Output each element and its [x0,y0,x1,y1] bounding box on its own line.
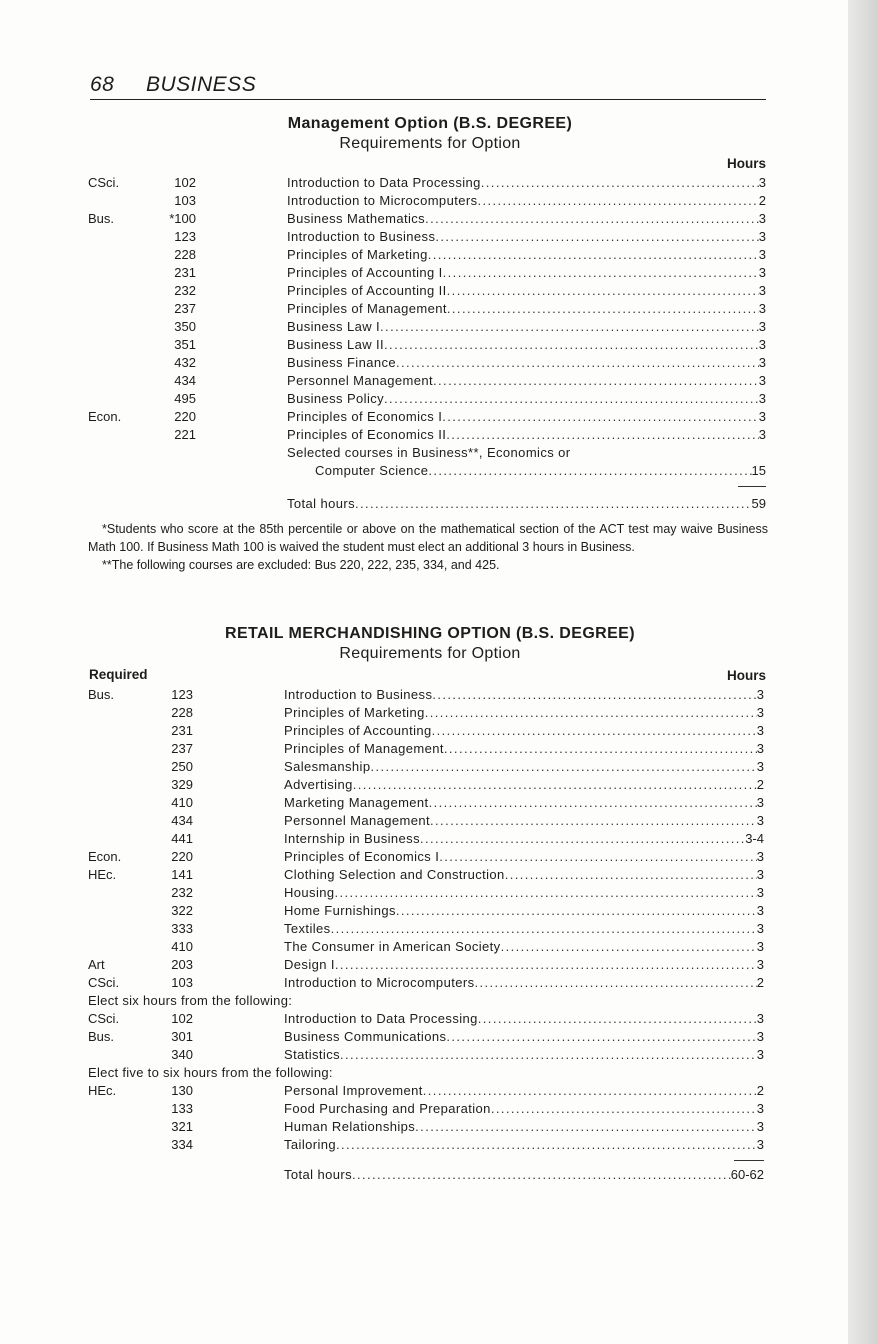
course-hours: 2 [756,975,764,990]
course-hours: 3 [756,1119,764,1134]
course-row [0,210,860,228]
course-hours: 3 [758,373,766,388]
course-hours: 3 [756,723,764,738]
course-hours: 3 [756,759,764,774]
course-row [0,956,860,974]
course-number: *100 [169,211,196,226]
course-dept: Art [88,957,105,972]
course-title: Principles of Accounting [284,723,432,738]
course-row [0,1010,860,1028]
course-hours: 3 [758,283,766,298]
course-dept: Bus. [88,1029,115,1044]
course-dept: HEc. [88,1083,117,1098]
course-row [0,920,860,938]
total-hours-label: Total hours [287,496,355,511]
course-title: Principles of Marketing [284,705,425,720]
course-number: 231 [171,723,193,738]
course-hours: 3 [756,1047,764,1062]
course-title: Introduction to Microcomputers [287,193,478,208]
course-row [0,1082,860,1100]
course-row [0,1100,860,1118]
course-title: Business Finance [287,355,397,370]
course-number: 203 [171,957,193,972]
course-hours: 3 [756,921,764,936]
course-row [0,390,860,408]
course-row [0,740,860,758]
management-footnotes [88,520,768,574]
course-row [0,902,860,920]
course-title: The Consumer in American Society [284,939,501,954]
course-dept: Bus. [88,211,115,226]
course-row [0,704,860,722]
course-number: 441 [171,831,193,846]
course-title: Housing [284,885,335,900]
page-number: 68 [90,73,115,96]
retail-hours-header: Hours [726,668,766,683]
course-title: Principles of Accounting II [287,283,447,298]
selected-courses-title: Computer Science [315,463,429,478]
course-title: Introduction to Data Processing [284,1011,478,1026]
course-number: 329 [171,777,193,792]
course-title: Textiles [284,921,331,936]
course-title: Principles of Management [287,301,447,316]
course-number: 322 [171,903,193,918]
course-row [0,866,860,884]
course-number: 333 [171,921,193,936]
course-hours: 3 [756,1029,764,1044]
course-row [0,974,860,992]
course-dept: CSci. [88,975,120,990]
course-row [0,722,860,740]
course-hours: 3 [756,957,764,972]
course-row [0,336,860,354]
course-title: Introduction to Microcomputers [284,975,475,990]
course-number: 410 [171,795,193,810]
retail-total-divider [734,1160,764,1161]
course-title: Introduction to Data Processing [287,175,481,190]
elect-five-heading: Elect five to six hours from the following: [88,1065,333,1080]
course-number: 228 [174,247,196,262]
course-dept: CSci. [88,175,120,190]
management-subtitle: Requirements for Option [339,135,521,152]
course-row [0,938,860,956]
footnote-acv: *Students who score at the 85th percentile or above on the mathematical section of the ACT test may waive Business Math 100. If Business Math 100 is waived the student must elect an additional 3 hours in Business. [88,522,768,554]
course-row [0,848,860,866]
course-row [0,1136,860,1154]
course-number: 123 [174,229,196,244]
course-hours: 3 [758,409,766,424]
course-number: 495 [174,391,196,406]
running-header [90,73,766,100]
course-hours: 3 [758,265,766,280]
course-title: Principles of Accounting I [287,265,443,280]
course-row [0,794,860,812]
course-number: 220 [174,409,196,424]
retail-total-row [0,1166,860,1184]
footnote-excluded: **The following courses are excluded: Bus 220, 222, 235, 334, and 425. [102,558,500,572]
course-number: 321 [171,1119,193,1134]
course-number: 130 [171,1083,193,1098]
course-hours: 3 [756,813,764,828]
total-hours-value: 60-62 [730,1167,764,1182]
total-hours-label: Total hours [284,1167,352,1182]
course-number: 220 [171,849,193,864]
course-hours: 3-4 [745,831,764,846]
required-header: Required [89,667,148,682]
course-row [0,776,860,794]
course-number: 232 [174,283,196,298]
course-number: 301 [171,1029,193,1044]
course-title: Principles of Economics II [287,427,447,442]
course-dept: CSci. [88,1011,120,1026]
course-hours: 3 [758,247,766,262]
course-title: Tailoring [284,1137,337,1152]
course-hours: 3 [756,867,764,882]
course-title: Business Mathematics [287,211,426,226]
course-dept: Econ. [88,409,122,424]
course-title: Clothing Selection and Construction [284,867,505,882]
course-number: 141 [171,867,193,882]
course-title: Marketing Management [284,795,429,810]
course-title: Design I [284,957,335,972]
course-row [0,300,860,318]
retail-title: RETAIL MERCHANDISHING OPTION (B.S. DEGREE) [224,625,635,642]
course-hours: 3 [756,903,764,918]
course-title: Principles of Economics I [284,849,440,864]
course-row [0,1028,860,1046]
course-hours: 3 [756,939,764,954]
course-number: 102 [171,1011,193,1026]
course-number: 350 [174,319,196,334]
course-number: 410 [171,939,193,954]
course-row [0,318,860,336]
course-title: Personnel Management [287,373,434,388]
course-number: 334 [171,1137,193,1152]
course-row [0,282,860,300]
course-row [0,246,860,264]
course-title: Business Policy [287,391,385,406]
course-number: 351 [174,337,196,352]
management-total-row [0,495,860,513]
course-number: 228 [171,705,193,720]
total-divider [738,486,766,487]
course-title: Food Purchasing and Preparation [284,1101,491,1116]
selected-courses-row [0,462,860,480]
elect-six-heading: Elect six hours from the following: [88,993,293,1008]
course-row [0,372,860,390]
course-row [0,192,860,210]
course-hours: 3 [758,427,766,442]
course-number: 123 [171,687,193,702]
course-row [0,264,860,282]
course-number: 432 [174,355,196,370]
course-row [0,1118,860,1136]
course-hours: 3 [758,229,766,244]
course-hours: 3 [756,849,764,864]
course-title: Introduction to Business [287,229,436,244]
course-number: 434 [171,813,193,828]
course-title: Personal Improvement [284,1083,423,1098]
course-title: Introduction to Business [284,687,433,702]
course-number: 237 [174,301,196,316]
course-number: 102 [174,175,196,190]
course-title: Human Relationships [284,1119,416,1134]
course-row [0,884,860,902]
course-number: 250 [171,759,193,774]
course-title: Principles of Management [284,741,444,756]
course-hours: 3 [758,337,766,352]
selected-courses-line: Selected courses in Business**, Economics or [287,445,571,460]
course-row [0,758,860,776]
course-title: Statistics [284,1047,341,1062]
course-title: Principles of Marketing [287,247,428,262]
management-hours-header: Hours [726,156,766,171]
course-hours: 3 [756,795,764,810]
course-number: 434 [174,373,196,388]
course-hours: 2 [756,1083,764,1098]
course-row [0,228,860,246]
course-title: Business Law I [287,319,381,334]
total-hours-value: 59 [751,496,766,511]
course-number: 221 [174,427,196,442]
course-title: Business Communications [284,1029,447,1044]
course-title: Principles of Economics I [287,409,443,424]
course-number: 232 [171,885,193,900]
course-dept: Econ. [88,849,122,864]
course-number: 340 [171,1047,193,1062]
course-hours: 3 [756,885,764,900]
retail-subtitle: Requirements for Option [339,645,521,662]
selected-courses-hours: 15 [751,463,766,478]
course-row [0,426,860,444]
course-title: Home Furnishings [284,903,396,918]
course-number: 237 [171,741,193,756]
course-title: Business Law II [287,337,385,352]
course-hours: 3 [756,1137,764,1152]
course-hours: 3 [758,301,766,316]
course-hours: 3 [758,319,766,334]
course-row [0,354,860,372]
course-hours: 3 [758,211,766,226]
course-title: Salesmanship [284,759,371,774]
course-row [0,1046,860,1064]
course-title: Internship in Business [284,831,420,846]
course-row [0,408,860,426]
course-number: 133 [171,1101,193,1116]
course-hours: 3 [756,1101,764,1116]
course-number: 103 [174,193,196,208]
course-hours: 3 [756,687,764,702]
section-name: BUSINESS [146,73,257,96]
course-hours: 3 [758,355,766,370]
course-number: 103 [171,975,193,990]
course-row [0,812,860,830]
course-hours: 3 [758,175,766,190]
course-row [0,686,860,704]
course-row [0,830,860,848]
course-dept: HEc. [88,867,117,882]
course-hours: 3 [756,705,764,720]
course-hours: 3 [756,1011,764,1026]
management-title: Management Option (B.S. DEGREE) [287,115,573,132]
course-number: 231 [174,265,196,280]
course-dept: Bus. [88,687,115,702]
course-hours: 3 [756,741,764,756]
course-title: Personnel Management [284,813,431,828]
course-hours: 2 [756,777,764,792]
course-title: Advertising [284,777,353,792]
course-hours: 2 [758,193,766,208]
course-row [0,174,860,192]
course-hours: 3 [758,391,766,406]
